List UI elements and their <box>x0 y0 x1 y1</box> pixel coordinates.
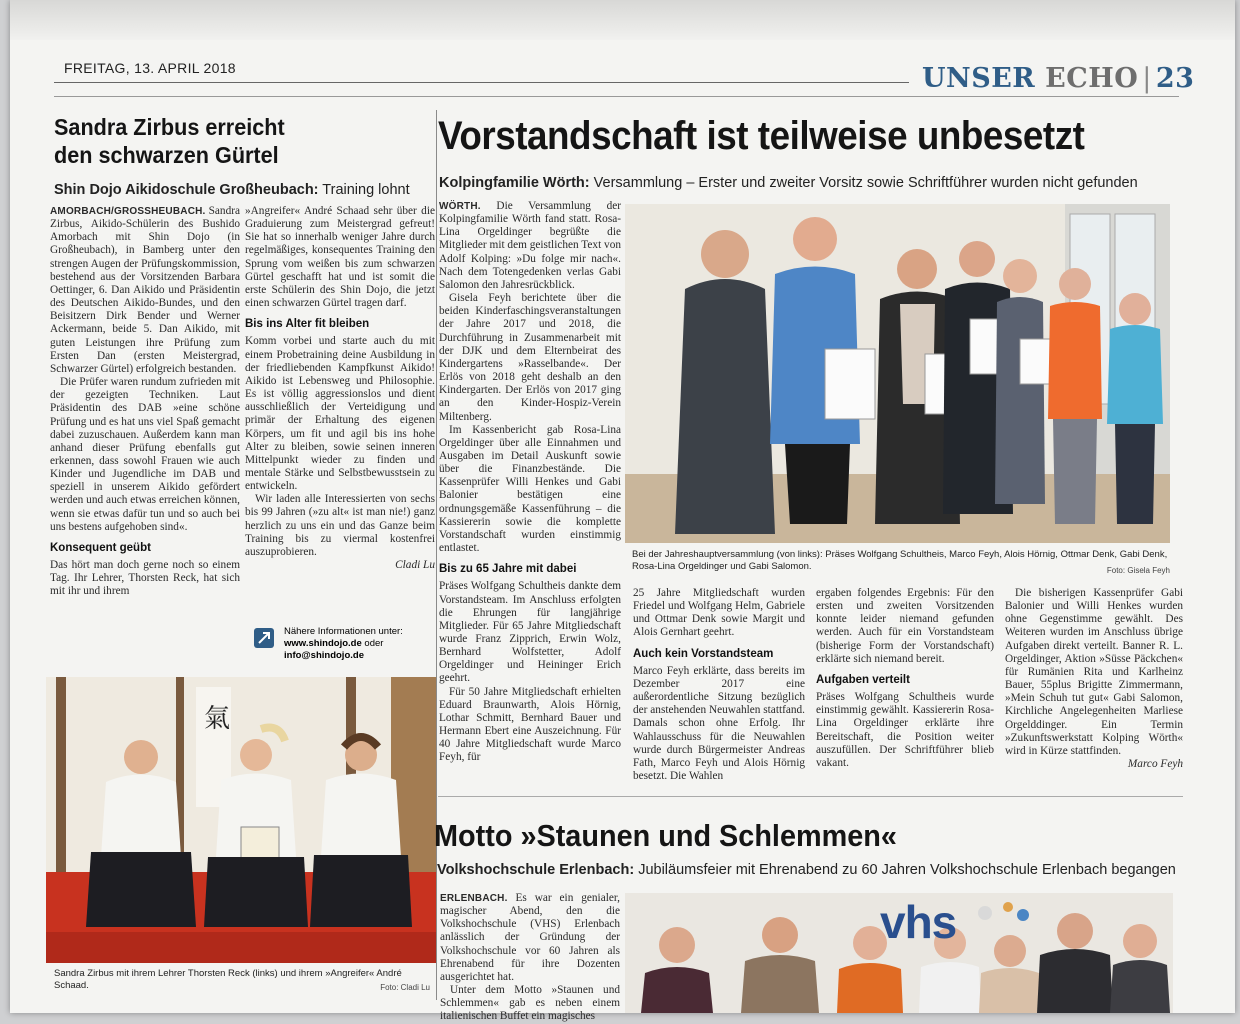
bottom-sub-text: Jubiläumsfeier mit Ehrenabend zu 60 Jahren Volkshochschule Erlenbach begangen <box>638 862 1176 878</box>
bottom-article-subheadline <box>437 862 1176 878</box>
main-col3-subhead: Aufgaben verteilt <box>816 673 910 686</box>
left-col1-subhead: Konsequent geübt <box>50 541 151 554</box>
main-col2-subhead: Auch kein Vorstandsteam <box>633 647 774 660</box>
main-article-author: Marco Feyh <box>1127 758 1183 771</box>
main-sub-text: Versammlung – Erster und zweiter Vorsitz sowie Schriftführer wurden nicht gefunden <box>593 175 1138 191</box>
group-photo-credit: Foto: Gisela Feyh <box>1106 566 1170 575</box>
bottom-dateline: ERLENBACH. <box>440 893 508 904</box>
main-col2-p2: Marco Feyh erklärte, dass bereits im Dezember 2017 eine außerordentliche Sitzung bezüglich der anstehenden Neuwahlen stattfand. Damals schon ohne Erfolg. Ihr Wahlausschuss für die Neuwahlen wurde durch Bürgermeister Andreas Fath, Marco Feyh und Alois Hörnig besetzt. Die Wahlen <box>633 664 805 783</box>
main-article-column-3 <box>816 587 994 770</box>
masthead-echo: ECHO <box>1045 63 1139 94</box>
main-col4-p1: Die bisherigen Kassenprüfer Gabi Balonier und Willi Henkes wurden ohne Gegenstimme gewählt. Des Weiteren wurden im Anschluss übrige Aufgaben direkt verteilt. Banner R. L. Orgeldinger, Aktion »Süsse Päckchen« für Rumänien Rita und Karlheinz Bauer, 55plus Brigitte Zimmermann, »Mein Schuh tut gut« Gabi Salomon, Kirchliche Angelegenheiten Marliese Orgelddinger. Ein Termin »Zukunftswerkstatt Kolping Wörth« wird in Kürze stattfinden. <box>1005 587 1183 757</box>
left-col2-p3: Wir laden alle Interessierten von sechs bis 99 Jahren (»zu alt« ist man nie!) ganz herzlich zu uns ein und das Ganze beim Training bis zu viermal kostenfrei auszuprobieren. <box>245 493 435 558</box>
header-rule-2 <box>54 96 1179 97</box>
left-article-headline: Sandra Zirbus erreicht den schwarzen Gürtel <box>54 114 285 168</box>
bottom-article-headline: Motto »Staunen und Schlemmen« <box>434 818 897 853</box>
masthead-separator: | <box>1142 63 1152 94</box>
left-info-box <box>254 626 434 662</box>
main-col3-p1: ergaben folgendes Ergebnis: Für den ersten und zweiten Vorsitzenden konnte leider niemand gefunden werden. Auch für ein Vorstandsteam (bisherige Form der Vorstandschaft) erklärte sich niemand bereit. <box>816 587 994 665</box>
main-sub-org: Kolpingfamilie Wörth: <box>439 175 590 191</box>
aikido-photo <box>46 677 436 963</box>
main-col2-p1: 25 Jahre Mitgliedschaft wurden Friedel und Wolfgang Helm, Gabriele und Ottmar Denk sowie Margit und Alois Gernhart geehrt. <box>633 587 805 639</box>
main-col3-p2: Präses Wolfgang Schultheis wurde einstimmig gewählt. Kassiererin Rosa-Lina Orgeldinger erklärte ihre Bereitschaft, die Position weiter auszufüllen. Der Schriftführer blieb vakant. <box>816 691 994 769</box>
group-photo <box>625 204 1170 543</box>
left-col1-p3: Das hört man doch gerne noch so einem Tag. Ihr Lehrer, Thorsten Reck, hat sich mit ihr und ihrem <box>50 559 240 598</box>
main-article-headline: Vorstandschaft ist teilweise unbesetzt <box>438 114 1085 158</box>
main-col1-p3: Im Kassenbericht gab Rosa-Lina Orgeldinger über alle Einnahmen und Ausgaben im Detail Auskunft sowie über die Finanzbestände. Die Kassenprüfer Willi Henkes und Gabi Balonier bestätigen eine ordnungsgemäße Kassenführung – die Kassiererin sowie die komplette Vorstandschaft wurden einstimmig entlastet. <box>439 423 621 555</box>
bottom-article-rule <box>438 796 1183 797</box>
left-article-column-1 <box>50 205 240 599</box>
main-dateline: WÖRTH. <box>439 201 481 212</box>
bottom-col-p2: Unter dem Motto »Staunen und Schlemmen« gab es neben einem italienischen Buffet ein magisches <box>440 984 620 1023</box>
main-col1-p4: Präses Wolfgang Schultheis dankte dem Vorstandsteam. Im Anschluss erfolgten die Ehrungen für langjährige Mitglieder. Für 65 Jahre Mitgliedschaft wurde Franz Zipprich, Erwin Wolz, Bernhard Wolfstetter, Adolf Orgeldinger und Heininger Erich geehrt. <box>439 580 621 685</box>
left-sub-org: Shin Dojo Aikidoschule Großheubach: <box>54 182 319 198</box>
left-col1-p1: Sandra Zirbus, Aikido-Schülerin des Bushido Amorbach mit Shin Dojo (in Großheubach), in Bamberg unter den strengen Augen der Prüfungskommission, bestehend aus der Vorsitzenden Barbara Oettinger, 6. Dan Aikido und Präsidentin des Deutschen Aikido-Bundes, und den Beisitzern Dirk Bender und Werner Ackermann, beide 5. Dan Aikido, mit guten Leistungen ihre Prüfung zum Ersten Dan (ersten Meistergrad, Schwarzer Gürtel) erfolgreich bestanden. <box>50 205 240 375</box>
main-col1-p5: Für 50 Jahre Mitgliedschaft erhielten Eduard Braunwarth, Alois Hörnig, Lothar Schmitt, Bernhard Bauer und Hermann Ebert eine Auszeichnung. Für 40 Jahre Mitgliedschaft wurde Marco Feyh, für <box>439 685 621 764</box>
left-col2-p2: Komm vorbei und starte auch du mit einem Probetraining deine Ausbildung in der friedliebenden Kampfkunst Aikido! Aikido ist Lebensweg und Philosophie. Es ist völlig aggressionslos und dient ausschließlich der Verteidigung und primär der Erhaltung des eigenen Körpers, um fit und agil bis ins hohe Alter zu bleiben, sowie seinen inneren Mittelpunkt wieder zu finden und mentale Stärke und Selbstbewusstsein zu entwickeln. <box>245 335 435 493</box>
group-photo-caption: Bei der Jahreshauptversammlung (von links): Präses Wolfgang Schultheis, Marco Feyh, Alois Hörnig, Ottmar Denk, Gabi Denk, Rosa-Lina Orgeldinger und Gabi Salomon. <box>632 549 1168 572</box>
main-col1-p2: Gisela Feyh berichtete über die beiden Kinderfaschingsveranstaltungen der Jahre 2017 und 2018, die Durchführung in Zusammenarbeit mit der DJK und dem Elternbeirat des Kindergartens »Rasselbande«. Der Erlös von 2018 geht deshalb an den Kindergarten. Der Erlös von 2017 ging an den Kinder-Hospiz-Verein Miltenberg. <box>439 292 621 423</box>
page-number: 23 <box>1155 63 1195 94</box>
left-article-author: Cladi Lu <box>395 559 435 572</box>
main-article-column-1 <box>439 200 621 765</box>
vhs-photo <box>625 893 1173 1013</box>
bottom-col-p1: Es war ein genialer, magischer Abend, den die Volkshochschule (VHS) Erlenbach anlässlich der Gründung der Volkshochschule vor 60 Jahren als Ehrenabend für ihre Dozenten ausgerichtet hat. <box>440 892 620 983</box>
issue-date: FREITAG, 13. APRIL 2018 <box>64 60 236 76</box>
masthead-unser: UNSER <box>922 63 1036 94</box>
masthead <box>922 63 1194 94</box>
info-mail-link[interactable]: info@shindojo.de <box>284 650 364 661</box>
main-article-subheadline <box>439 175 1138 191</box>
left-col2-subhead: Bis ins Alter fit bleiben <box>245 318 370 331</box>
aikido-photo-credit: Foto: Cladi Lu <box>380 983 430 992</box>
bottom-sub-org: Volkshochschule Erlenbach: <box>437 862 635 878</box>
info-arrow-icon <box>254 628 274 648</box>
aikido-photo-caption: Sandra Zirbus mit ihrem Lehrer Thorsten Reck (links) und ihrem »Angreifer« André Schaad. <box>54 968 402 991</box>
svg-text:氣: 氣 <box>204 704 231 734</box>
main-article-column-4 <box>1005 587 1183 771</box>
left-article-subheadline <box>54 182 410 198</box>
header-rule <box>54 82 909 83</box>
info-or: oder <box>364 638 384 649</box>
bottom-article-column-1 <box>440 892 620 1023</box>
main-col1-p1: Die Versammlung der Kolpingfamilie Wörth fand statt. Rosa-Lina Orgeldinger begrüßte die Mitglieder mit dem geistlichen Text von Adolf Kolping: »Du folge mir nach«. Nach dem Totengedenken verlas Gabi Salomon den Jahresrückblick. <box>439 200 621 291</box>
left-dateline: AMORBACH/GROSSHEUBACH. <box>50 206 206 217</box>
left-col2-p1: »Angreifer« André Schaad sehr über die Graduierung zum Meistergrad gefreut! Sie hat so innerhalb weniger Jahre durch regelmäßiges, konsequentes Training den Sprung vom weißen bis zum schwarzen Gürtel geschafft hat und ist somit die erste Schülerin des Shin Dojo, die jetzt einen schwarzen Gürtel tragen darf. <box>245 205 435 310</box>
main-col1-subhead: Bis zu 65 Jahre mit dabei <box>439 563 577 576</box>
info-web-link[interactable]: www.shindojo.de <box>284 638 362 649</box>
left-col1-p2: Die Prüfer waren rundum zufrieden mit der gezeigten Techniken. Laut Präsidentin des DAB »eine schöne Prüfung und es hat uns viel Spaß gemacht dabei zuzuschauen. Außerdem kann man anhand dieser Prüfung ebenfalls gut erkennen, dass sowohl Frauen wie auch Kinder und Jugendliche im DAB und speziell in unserem Aikido gefördert werden und auch etwas erreichen können, wenn sie etwas dafür tun und so auch bei uns bestens aufgehoben sind«. <box>50 376 240 533</box>
left-article-column-2 <box>245 205 435 572</box>
main-article-column-2 <box>633 587 805 783</box>
newspaper-page <box>10 0 1235 1023</box>
vhs-logo-text: vhs <box>880 896 957 948</box>
info-label: Nähere Informationen unter: <box>284 626 403 637</box>
left-sub-text: Training lohnt <box>322 182 410 198</box>
